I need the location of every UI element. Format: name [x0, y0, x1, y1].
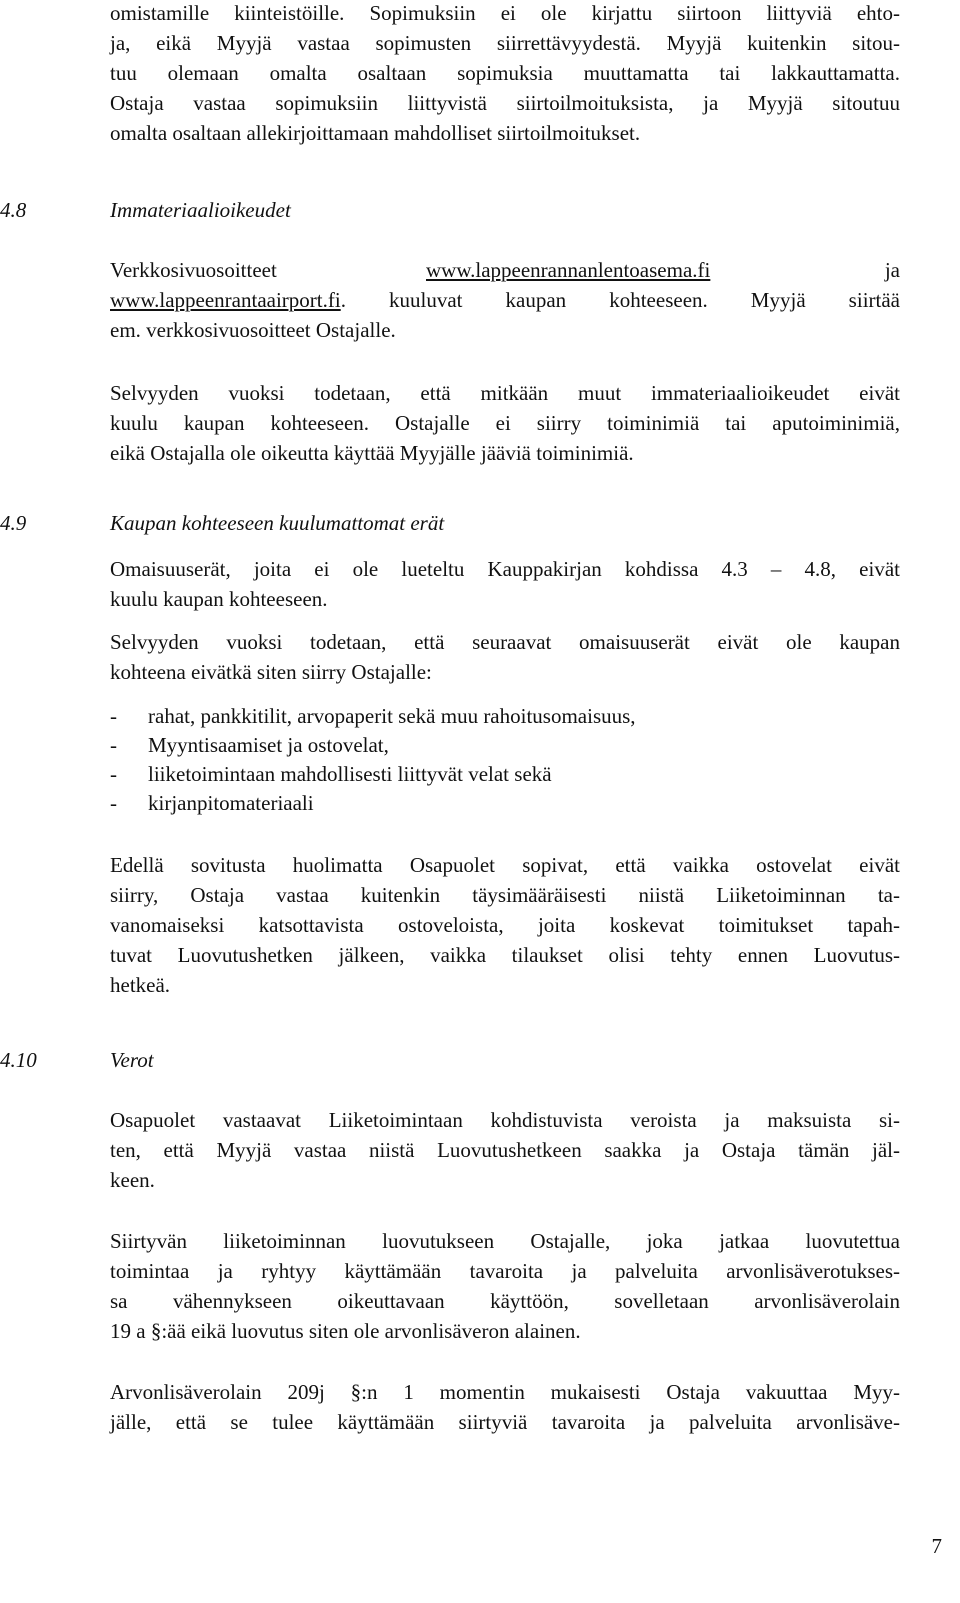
text-line: Selvyyden vuoksi todetaan, että seuraavat omaisuuserät eivät ole kaupan	[110, 630, 900, 654]
text-line: toimintaa ja ryhtyy käyttämään tavaroita ja palveluita arvonlisäverotukses-	[110, 1259, 900, 1283]
section-title: Kaupan kohteeseen kuulumattomat erät	[110, 511, 445, 535]
section-number: 4.9	[0, 511, 27, 535]
list-dash: -	[110, 762, 117, 786]
list-item	[110, 731, 900, 760]
text-line: Omaisuuserät, joita ei ole lueteltu Kauppakirjan kohdissa 4.3 – 4.8, eivät	[110, 557, 900, 581]
text-line: tuvat Luovutushetken jälkeen, vaikka tilaukset olisi tehty ennen Luovutus-	[110, 943, 900, 967]
list-dash: -	[110, 704, 117, 728]
text-line: 19 a §:ää eikä luovutus siten ole arvonlisäveron alainen.	[110, 1319, 581, 1343]
text-line: vanomaiseksi katsottavista ostoveloista, joita koskevat toimitukset tapah-	[110, 913, 900, 937]
paragraph-excluded-assets	[110, 554, 900, 614]
link-lentoasema[interactable]	[426, 255, 710, 285]
text-line: Osapuolet vastaavat Liiketoimintaan kohdistuvista veroista ja maksuista si-	[110, 1108, 900, 1132]
text-line: tuu olemaan omalta osaltaan sopimuksia muuttamatta tai lakkauttamatta.	[110, 61, 900, 85]
text-line: Edellä sovitusta huolimatta Osapuolet sopivat, että vaikka ostovelat eivät	[110, 853, 900, 877]
list-item	[110, 760, 900, 789]
list-dash: -	[110, 791, 117, 815]
list-item-text: rahat, pankkitilit, arvopaperit sekä muu rahoitusomaisuus,	[148, 704, 636, 728]
section-title: Immateriaalioikeudet	[110, 198, 291, 222]
paragraph-taxes	[110, 1105, 900, 1195]
text-line: Arvonlisäverolain 209j §:n 1 momentin mukaisesti Ostaja vakuuttaa Myy-	[110, 1380, 900, 1404]
text-line: sa vähennykseen oikeuttavaan käyttöön, sovelletaan arvonlisäverolain	[110, 1289, 900, 1313]
list-item-text: Myyntisaamiset ja ostovelat,	[148, 733, 389, 757]
text-line: Selvyyden vuoksi todetaan, että mitkään muut immateriaalioikeudet eivät	[110, 381, 900, 405]
list-item-text: liiketoimintaan mahdollisesti liittyvät velat sekä	[148, 762, 552, 786]
text-line: kuulu kaupan kohteeseen. Ostajalle ei siirry toiminimiä tai aputoiminimiä,	[110, 411, 900, 435]
section-number: 4.8	[0, 198, 27, 222]
text-line: eikä Ostajalla ole oikeutta käyttää Myyjälle jääviä toiminimiä.	[110, 441, 634, 465]
paragraph-contracts-transfer	[110, 0, 900, 148]
text-line: kuulu kaupan kohteeseen.	[110, 587, 328, 611]
paragraph-accounts-payable	[110, 850, 900, 1000]
text-line: ja, eikä Myyjä vastaa sopimusten siirrettävyydestä. Myyjä kuitenkin sitou-	[110, 31, 900, 55]
section-number: 4.10	[0, 1048, 37, 1072]
text-line: kohteena eivätkä siten siirry Ostajalle:	[110, 660, 432, 684]
text-line: omalta osaltaan allekirjoittamaan mahdolliset siirtoilmoitukset.	[110, 121, 641, 145]
text-line: keen.	[110, 1168, 155, 1192]
list-item	[110, 789, 900, 818]
list-dash: -	[110, 733, 117, 757]
domains-paragraph-rest	[110, 285, 900, 345]
link-airport[interactable]: www.lappeenrantaairport.fi	[110, 288, 341, 312]
excluded-assets-list	[110, 702, 900, 818]
paragraph-vat-209j	[110, 1377, 900, 1437]
section-title: Verot	[110, 1048, 154, 1072]
page-number: 7	[931, 1534, 942, 1558]
text-line: siirry, Ostaja vastaa kuitenkin täysimääräisesti niistä Liiketoiminnan ta-	[110, 883, 900, 907]
text-word: Verkkosivuosoitteet	[110, 258, 277, 282]
paragraph-ip-clarification	[110, 378, 900, 468]
text-line	[110, 285, 900, 315]
text-line: omistamille kiinteistöille. Sopimuksiin ei ole kirjattu siirtoon liittyviä ehto-	[110, 1, 900, 25]
list-item-text: kirjanpitomateriaali	[148, 791, 314, 815]
link-lentoasema-text[interactable]: www.lappeenrannanlentoasema.fi	[426, 258, 711, 282]
text-word: ja	[884, 258, 900, 282]
text-line: ten, että Myyjä vastaa niistä Luovutushetkeen saakka ja Ostaja tämän jäl-	[110, 1138, 900, 1162]
text-line: hetkeä.	[110, 973, 171, 997]
paragraph-following-assets	[110, 627, 900, 687]
list-item	[110, 702, 900, 731]
text-line: Siirtyvän liiketoiminnan luovutukseen Ostajalle, joka jatkaa luovutettua	[110, 1229, 900, 1253]
text-line: em. verkkosivuosoitteet Ostajalle.	[110, 318, 396, 342]
paragraph-vat-transfer	[110, 1226, 900, 1346]
text-line: jälle, että se tulee käyttämään siirtyviä tavaroita ja palveluita arvonlisäve-	[110, 1410, 900, 1434]
domains-line-1	[110, 255, 900, 285]
text-line: Ostaja vastaa sopimuksiin liittyvistä siirtoilmoituksista, ja Myyjä sitoutuu	[110, 91, 900, 115]
text-segment: . kuuluvat kaupan kohteeseen. Myyjä siirtää	[340, 288, 900, 312]
